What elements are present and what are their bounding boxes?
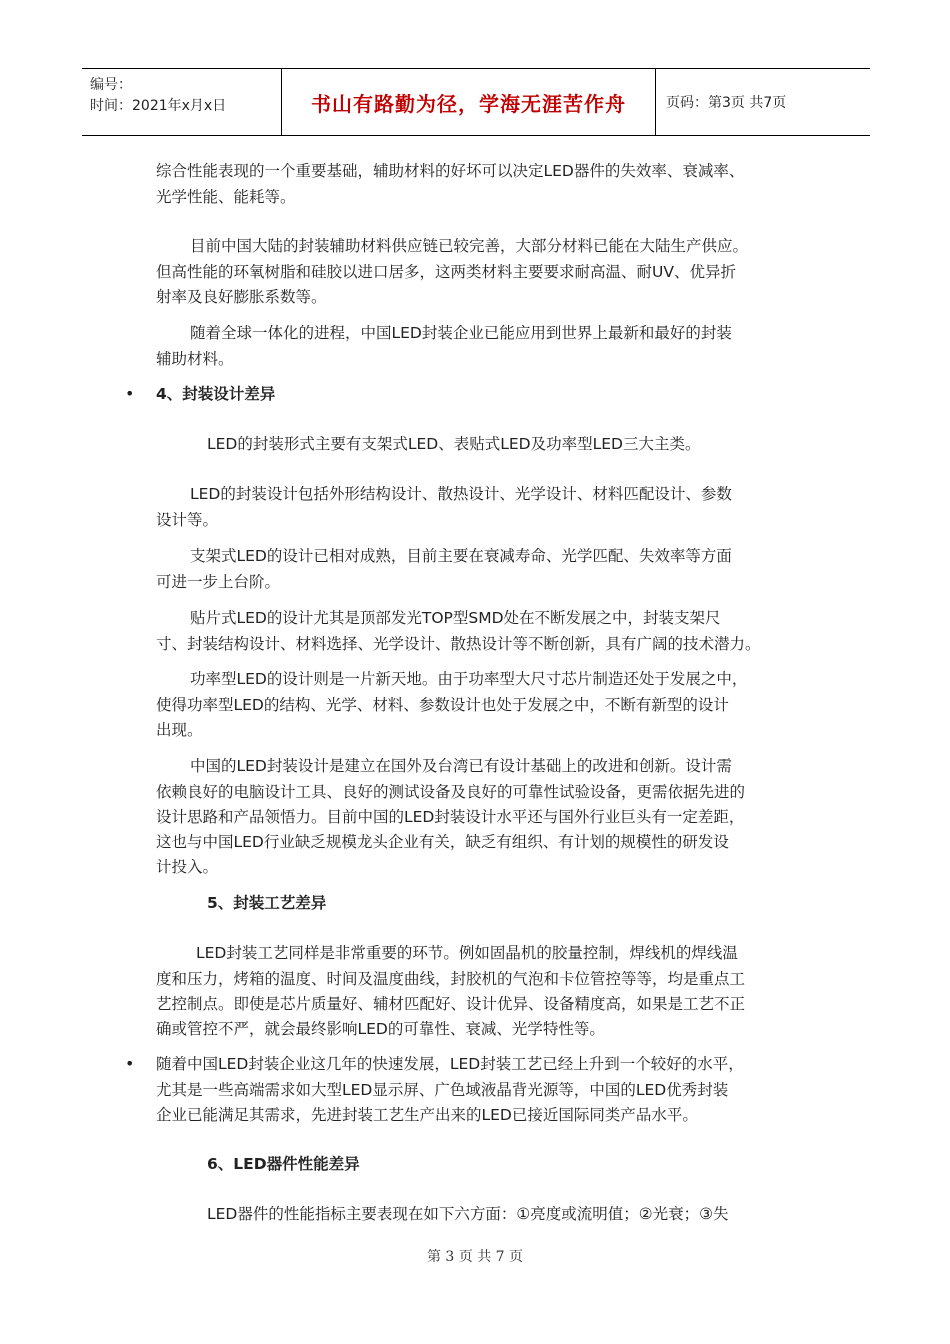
page-header xyxy=(82,68,870,136)
text-line: LED的封装形式主要有支架式LED、表贴式LED及功率型LED三大主类。 xyxy=(207,435,701,453)
text-line: 艺控制点。即使是芯片质量好、辅材匹配好、设计优异、设备精度高，如果是工艺不正 xyxy=(156,995,746,1013)
text-line: 功率型LED的设计则是一片新天地。由于功率型大尺寸芯片制造还处于发展之中， xyxy=(190,670,748,688)
text-line: 可进一步上台阶。 xyxy=(156,573,281,591)
section-heading: 4、封装设计差异 xyxy=(156,385,276,403)
text-line: 依赖良好的电脑设计工具、良好的测试设备及良好的可靠性试验设备，更需依据先进的 xyxy=(156,783,746,801)
text-line: 使得功率型LED的结构、光学、材料、参数设计也处于发展之中，不断有新型的设计 xyxy=(156,696,729,714)
text-line: 随着中国LED封装企业这几年的快速发展，LED封装工艺已经上升到一个较好的水平， xyxy=(156,1055,744,1073)
header-page: 页码：第3页 共7页 xyxy=(666,95,787,111)
text-line: 寸、封装结构设计、材料选择、光学设计、散热设计等不断创新，具有广阔的技术潜力。 xyxy=(156,635,761,653)
text-line: 这也与中国LED行业缺乏规模龙头企业有关，缺乏有组织、有计划的规模性的研发设 xyxy=(156,833,729,851)
section-heading: 5、封装工艺差异 xyxy=(207,894,327,912)
text-line: LED器件的性能指标主要表现在如下六方面：①亮度或流明值；②光衰；③失 xyxy=(207,1205,729,1223)
text-line: 度和压力，烤箱的温度、时间及温度曲线，封胶机的气泡和卡位管控等等，均是重点工 xyxy=(156,970,746,988)
text-line: 辅助材料。 xyxy=(156,350,234,368)
text-line: 企业已能满足其需求，先进封装工艺生产出来的LED已接近国际同类产品水平。 xyxy=(156,1106,698,1124)
text-line: 光学性能、能耗等。 xyxy=(156,188,296,206)
bullet-mark: • xyxy=(125,384,135,403)
text-line: 计投入。 xyxy=(156,858,219,876)
text-line: 但高性能的环氧树脂和硅胶以进口居多，这两类材料主要要求耐高温、耐UV、优异折 xyxy=(156,263,736,281)
text-line: 贴片式LED的设计尤其是顶部发光TOP型SMD处在不断发展之中，封装支架尺 xyxy=(190,609,721,627)
header-number: 编号： xyxy=(90,77,132,93)
text-line: LED封装工艺同样是非常重要的环节。例如固晶机的胶量控制，焊线机的焊线温 xyxy=(196,944,738,962)
text-line: 射率及良好膨胀系数等。 xyxy=(156,288,327,306)
section-heading: 6、LED器件性能差异 xyxy=(207,1155,360,1173)
text-line: 确或管控不严，就会最终影响LED的可靠性、衰减、光学特性等。 xyxy=(156,1020,605,1038)
header-time: 时间：2021年x月x日 xyxy=(90,98,227,114)
text-line: 随着全球一体化的进程，中国LED封装企业已能应用到世界上最新和最好的封装 xyxy=(190,324,732,342)
text-line: 支架式LED的设计已相对成熟，目前主要在衰减寿命、光学匹配、失效率等方面 xyxy=(190,547,732,565)
text-line: LED的封装设计包括外形结构设计、散热设计、光学设计、材料匹配设计、参数 xyxy=(190,485,732,503)
header-motto: 书山有路勤为径，学海无涯苦作舟 xyxy=(282,69,656,135)
text-line: 中国的LED封装设计是建立在国外及台湾已有设计基础上的改进和创新。设计需 xyxy=(190,757,732,775)
bullet-mark: • xyxy=(125,1054,135,1073)
header-meta xyxy=(82,69,282,135)
text-line: 设计思路和产品领悟力。目前中国的LED封装设计水平还与国外行业巨头有一定差距， xyxy=(156,808,745,826)
text-line: 尤其是一些高端需求如大型LED显示屏、广色域液晶背光源等，中国的LED优秀封装 xyxy=(156,1081,729,1099)
text-line: 设计等。 xyxy=(156,511,219,529)
text-line: 出现。 xyxy=(156,721,203,739)
text-line: 目前中国大陆的封装辅助材料供应链已较完善，大部分材料已能在大陆生产供应。 xyxy=(190,237,749,255)
page-footer: 第 3 页 共 7 页 xyxy=(426,1249,524,1265)
text-line: 综合性能表现的一个重要基础，辅助材料的好坏可以决定LED器件的失效率、衰减率、 xyxy=(156,162,745,180)
